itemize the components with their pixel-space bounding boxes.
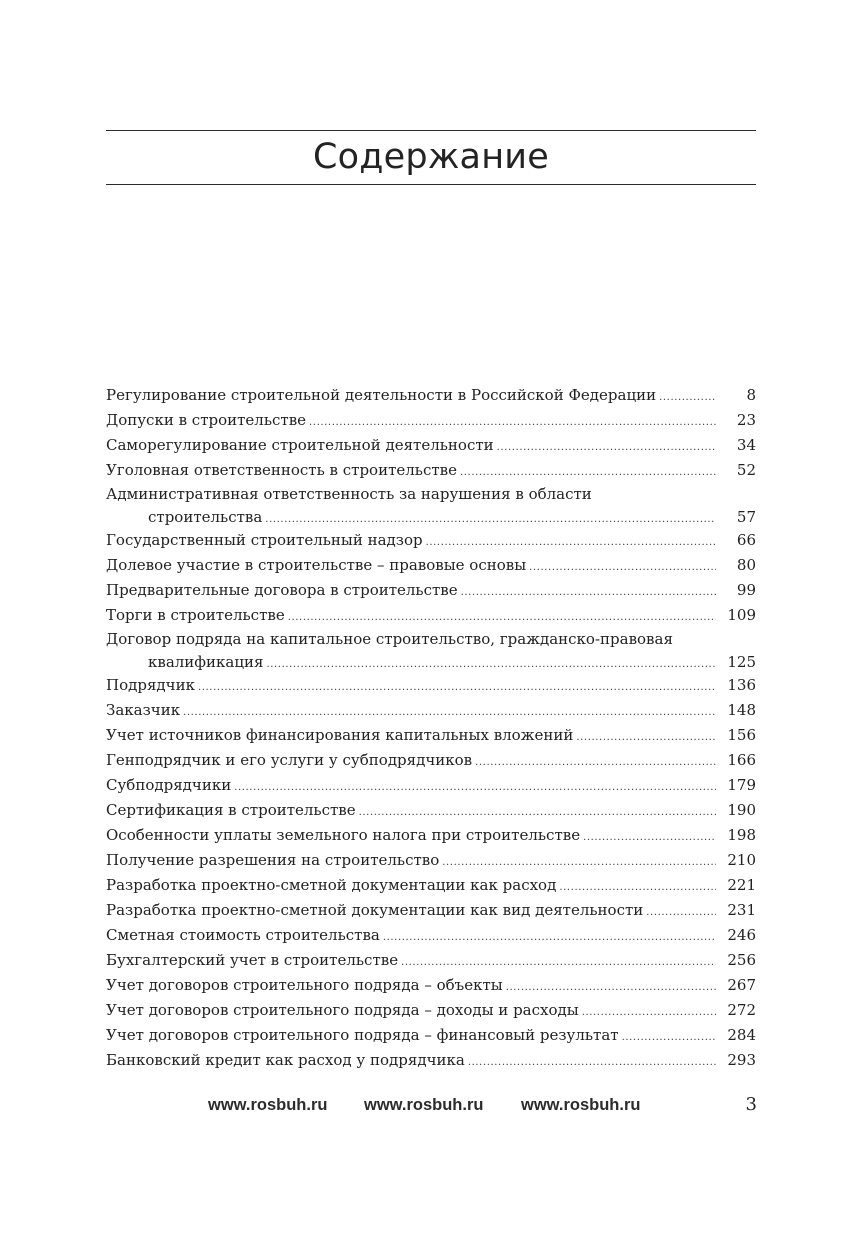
table-of-contents	[106, 383, 756, 1073]
toc-entry-title: Учет договоров строительного подряда – объекты	[106, 976, 503, 994]
toc-entry[interactable]	[106, 973, 756, 998]
toc-entry-page: 179	[727, 776, 756, 794]
toc-entry[interactable]	[106, 628, 756, 673]
toc-entry-page: 221	[727, 876, 756, 894]
footer-url-1[interactable]: www.rosbuh.ru	[208, 1096, 328, 1114]
dot-leader	[497, 435, 716, 460]
dot-leader	[659, 385, 716, 410]
dot-leader	[622, 1025, 716, 1050]
toc-entry[interactable]	[106, 383, 756, 408]
toc-entry[interactable]	[106, 578, 756, 603]
toc-entry-page: 148	[727, 701, 756, 719]
dot-leader	[442, 850, 716, 875]
toc-entry[interactable]	[106, 823, 756, 848]
toc-entry-page: 66	[736, 531, 756, 549]
toc-entry-page: 109	[727, 606, 756, 624]
footer-url-2[interactable]: www.rosbuh.ru	[364, 1096, 484, 1114]
dot-leader	[359, 800, 716, 825]
toc-entry-page: 125	[727, 653, 756, 671]
dot-leader	[582, 1000, 716, 1025]
toc-entry-title: Сметная стоимость строительства	[106, 926, 380, 944]
toc-entry-page: 99	[736, 581, 756, 599]
dot-leader	[506, 975, 716, 1000]
dot-leader	[576, 725, 716, 750]
toc-entry-title: Разработка проектно-сметной документации как вид деятельности	[106, 901, 644, 919]
toc-entry-page: 256	[727, 951, 756, 969]
dot-leader	[288, 605, 716, 630]
toc-entry-title: Долевое участие в строительстве – правовые основы	[106, 556, 527, 574]
toc-entry-title: Торги в строительстве	[106, 606, 285, 624]
page-footer	[0, 1092, 857, 1118]
toc-entry-title: Уголовная ответственность в строительстве	[106, 461, 457, 479]
toc-entry-title: Заказчик	[106, 701, 181, 719]
toc-entry[interactable]	[106, 998, 756, 1023]
toc-entry[interactable]	[106, 798, 756, 823]
footer-url-3[interactable]: www.rosbuh.ru	[521, 1096, 641, 1114]
toc-entry[interactable]	[106, 433, 756, 458]
toc-entry-page: 57	[736, 508, 756, 526]
toc-entry-title: Генподрядчик и его услуги у субподрядчиков	[106, 751, 473, 769]
toc-entry[interactable]	[106, 773, 756, 798]
toc-entry-title: Особенности уплаты земельного налога при строительстве	[106, 826, 581, 844]
toc-entry-page: 156	[727, 726, 756, 744]
page-number: 3	[745, 1094, 757, 1115]
toc-entry-page: 190	[727, 801, 756, 819]
dot-leader	[309, 410, 716, 435]
toc-entry-title-line: Договор подряда на капитальное строительство, гражданско-правовая	[106, 630, 673, 648]
dot-leader	[461, 580, 716, 605]
dot-leader	[529, 555, 716, 580]
dot-leader	[468, 1050, 716, 1075]
toc-entry-page: 272	[727, 1001, 756, 1019]
heading-top-rule	[106, 130, 756, 131]
toc-entry[interactable]	[106, 848, 756, 873]
toc-entry-title: Учет договоров строительного подряда – финансовый результат	[106, 1026, 619, 1044]
dot-leader	[646, 900, 716, 925]
page-title: Содержание	[313, 137, 549, 177]
heading-bottom-rule	[106, 184, 756, 185]
toc-entry-title: Разработка проектно-сметной документации как расход	[106, 876, 557, 894]
toc-entry-page: 267	[727, 976, 756, 994]
toc-entry[interactable]	[106, 528, 756, 553]
dot-leader	[475, 750, 716, 775]
dot-leader	[460, 460, 716, 485]
toc-entry[interactable]	[106, 553, 756, 578]
toc-entry-title: Предварительные договора в строительстве	[106, 581, 458, 599]
toc-entry[interactable]	[106, 673, 756, 698]
toc-entry-page: 246	[727, 926, 756, 944]
toc-entry[interactable]	[106, 408, 756, 433]
toc-entry-title-line: Административная ответственность за нарушения в области	[106, 485, 592, 503]
toc-entry[interactable]	[106, 603, 756, 628]
toc-entry-page: 136	[727, 676, 756, 694]
toc-entry-title: Учет источников финансирования капитальных вложений	[106, 726, 574, 744]
dot-leader	[583, 825, 716, 850]
toc-entry-page: 284	[727, 1026, 756, 1044]
toc-entry-title: Субподрядчики	[106, 776, 232, 794]
toc-entry-page: 52	[736, 461, 756, 479]
toc-entry-title: Подрядчик	[106, 676, 195, 694]
toc-entry-page: 293	[727, 1051, 756, 1069]
toc-entry[interactable]	[106, 898, 756, 923]
toc-entry[interactable]	[106, 458, 756, 483]
toc-entry[interactable]	[106, 1048, 756, 1073]
toc-entry[interactable]	[106, 948, 756, 973]
toc-entry-title: квалификация	[148, 653, 264, 671]
toc-entry[interactable]	[106, 698, 756, 723]
toc-entry[interactable]	[106, 923, 756, 948]
toc-entry-title: Допуски в строительстве	[106, 411, 307, 429]
toc-entry-page: 166	[727, 751, 756, 769]
toc-entry-page: 80	[736, 556, 756, 574]
toc-entry-page: 8	[746, 386, 756, 404]
toc-entry-title: Сертификация в строительстве	[106, 801, 356, 819]
toc-entry-page: 34	[736, 436, 756, 454]
dot-leader	[401, 950, 716, 975]
dot-leader	[198, 675, 716, 700]
dot-leader	[426, 530, 716, 555]
toc-entry-title: строительства	[148, 508, 263, 526]
dot-leader	[383, 925, 716, 950]
toc-entry-title: Учет договоров строительного подряда – доходы и расходы	[106, 1001, 579, 1019]
dot-leader	[234, 775, 716, 800]
toc-entry-title: Банковский кредит как расход у подрядчика	[106, 1051, 465, 1069]
toc-entry-page: 23	[736, 411, 756, 429]
toc-entry-title: Получение разрешения на строительство	[106, 851, 440, 869]
toc-entry[interactable]	[106, 748, 756, 773]
toc-entry[interactable]	[106, 873, 756, 898]
toc-entry-title: Регулирование строительной деятельности в Российской Федерации	[106, 386, 657, 404]
dot-leader	[559, 875, 716, 900]
toc-entry-title: Саморегулирование строительной деятельности	[106, 436, 494, 454]
toc-entry-title: Государственный строительный надзор	[106, 531, 423, 549]
toc-entry[interactable]	[106, 1023, 756, 1048]
toc-entry[interactable]	[106, 723, 756, 748]
toc-entry-page: 198	[727, 826, 756, 844]
toc-entry[interactable]	[106, 483, 756, 528]
toc-entry-title: Бухгалтерский учет в строительстве	[106, 951, 399, 969]
toc-entry-page: 231	[727, 901, 756, 919]
toc-entry-page: 210	[727, 851, 756, 869]
dot-leader	[183, 700, 716, 725]
